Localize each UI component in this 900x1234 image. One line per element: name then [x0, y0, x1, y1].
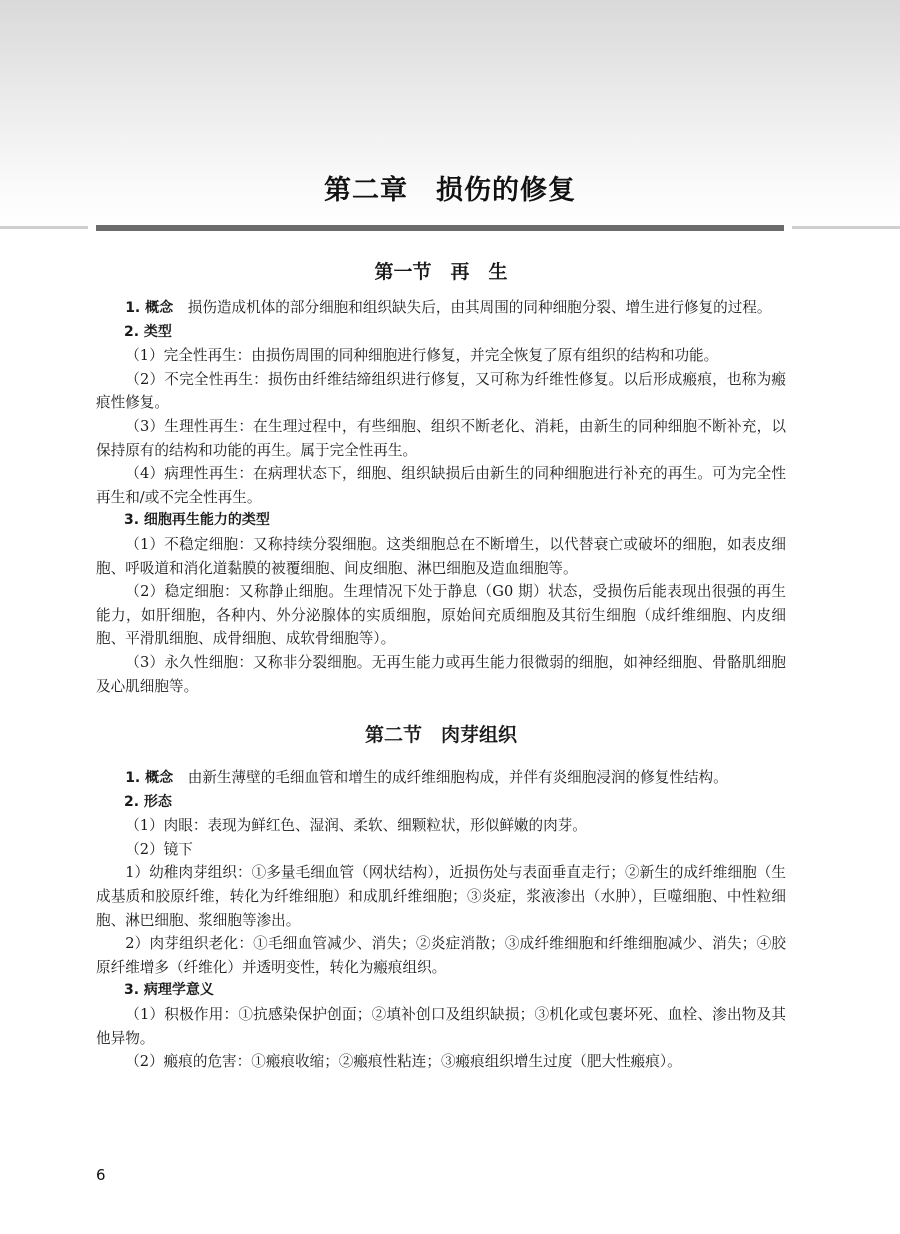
header-rule-left	[0, 226, 88, 229]
s2-signif-item: （2）瘢痕的危害：①瘢痕收缩；②瘢痕性粘连；③瘢痕组织增生过度（肥大性瘢痕）。	[125, 1053, 682, 1071]
s1-concept-text: 损伤造成机体的部分细胞和组织缺失后，由其周围的同种细胞分裂、增生进行修复的过程。	[187, 299, 772, 316]
header-rule-right	[792, 226, 900, 229]
s2-morph-item: 1）幼稚肉芽组织：①多量毛细血管（网状结构），近损伤处与表面垂直走行；②新生的成纤维细胞（生成基质和胶原纤维，转化为纤维细胞）和成肌纤维细胞；③炎症，浆液渗出（水肿），巨噬细胞、中性粒细胞、淋巴细胞、浆细胞等渗出。	[96, 864, 786, 929]
s1-concept-paragraph	[96, 296, 786, 321]
s2-concept-text: 由新生薄壁的毛细血管和增生的成纤维细胞构成，并伴有炎细胞浸润的修复性结构。	[187, 769, 728, 787]
chapter-title: 第二章 损伤的修复	[324, 175, 576, 206]
s2-morph-item: 2）肉芽组织老化：①毛细血管减少、消失；②炎症消散；③成纤维细胞和纤维细胞减少、消失；④胶原纤维增多（纤维化）并透明变性，转化为瘢痕组织。	[96, 935, 786, 976]
s2-signif-heading: 3. 病理学意义	[124, 982, 214, 999]
section-2-title: 第二节 肉芽组织	[364, 724, 517, 747]
s1-type-item: （3）生理性再生：在生理过程中，有些细胞、组织不断老化、消耗，由新生的同种细胞不断补充，以保持原有的结构和功能的再生。属于完全性再生。	[96, 417, 786, 459]
section-1-title: 第一节 再 生	[374, 261, 508, 283]
s1-type-item: （4）病理性再生：在病理状态下，细胞、组织缺损后由新生的同种细胞进行补充的再生。可为完全性再生和/或不完全性再生。	[96, 465, 786, 506]
s1-cell-heading: 3. 细胞再生能力的类型	[124, 512, 270, 529]
s2-concept-paragraph	[96, 766, 786, 791]
s2-morph-item: （2）镜下	[125, 840, 193, 858]
s1-types-heading: 2. 类型	[124, 323, 172, 340]
s1-cell-item: （1）不稳定细胞：又称持续分裂细胞。这类细胞总在不断增生，以代替衰亡或破坏的细胞，如表皮细胞、呼吸道和消化道黏膜的被覆细胞、间皮细胞、淋巴细胞及造血细胞等。	[96, 535, 786, 577]
page-content	[96, 252, 786, 1074]
s1-cell-item: （2）稳定细胞：又称静止细胞。生理情况下处于静息（G0 期）状态，受损伤后能表现出很强的再生能力，如肝细胞，各种内、外分泌腺体的实质细胞，原始间充质细胞及其衍生细胞（成纤维细胞、内皮细胞、平滑肌细胞、成骨细胞、成软骨细胞等）。	[96, 583, 786, 648]
page-number: 6	[96, 1166, 106, 1184]
s2-signif-item: （1）积极作用：①抗感染保护创面；②填补创口及组织缺损；③机化或包裹坏死、血栓、渗出物及其他异物。	[96, 1006, 786, 1047]
s1-cell-item: （3）永久性细胞：又称非分裂细胞。无再生能力或再生能力很微弱的细胞，如神经细胞、骨骼肌细胞及心肌细胞等。	[96, 653, 786, 695]
s1-type-item: （1）完全性再生：由损伤周围的同种细胞进行修复，并完全恢复了原有组织的结构和功能。	[125, 347, 719, 365]
s1-concept-heading: 1. 概念	[125, 300, 174, 316]
s2-concept-heading: 1. 概念	[125, 770, 174, 787]
s2-morph-item: （1）肉眼：表现为鲜红色、湿润、柔软、细颗粒状，形似鲜嫩的肉芽。	[125, 817, 587, 835]
header-rule-main	[96, 225, 784, 231]
s1-type-item: （2）不完全性再生：损伤由纤维结缔组织进行修复，又可称为纤维性修复。以后形成瘢痕，也称为瘢痕性修复。	[96, 370, 786, 412]
s2-morph-heading: 2. 形态	[124, 793, 172, 810]
